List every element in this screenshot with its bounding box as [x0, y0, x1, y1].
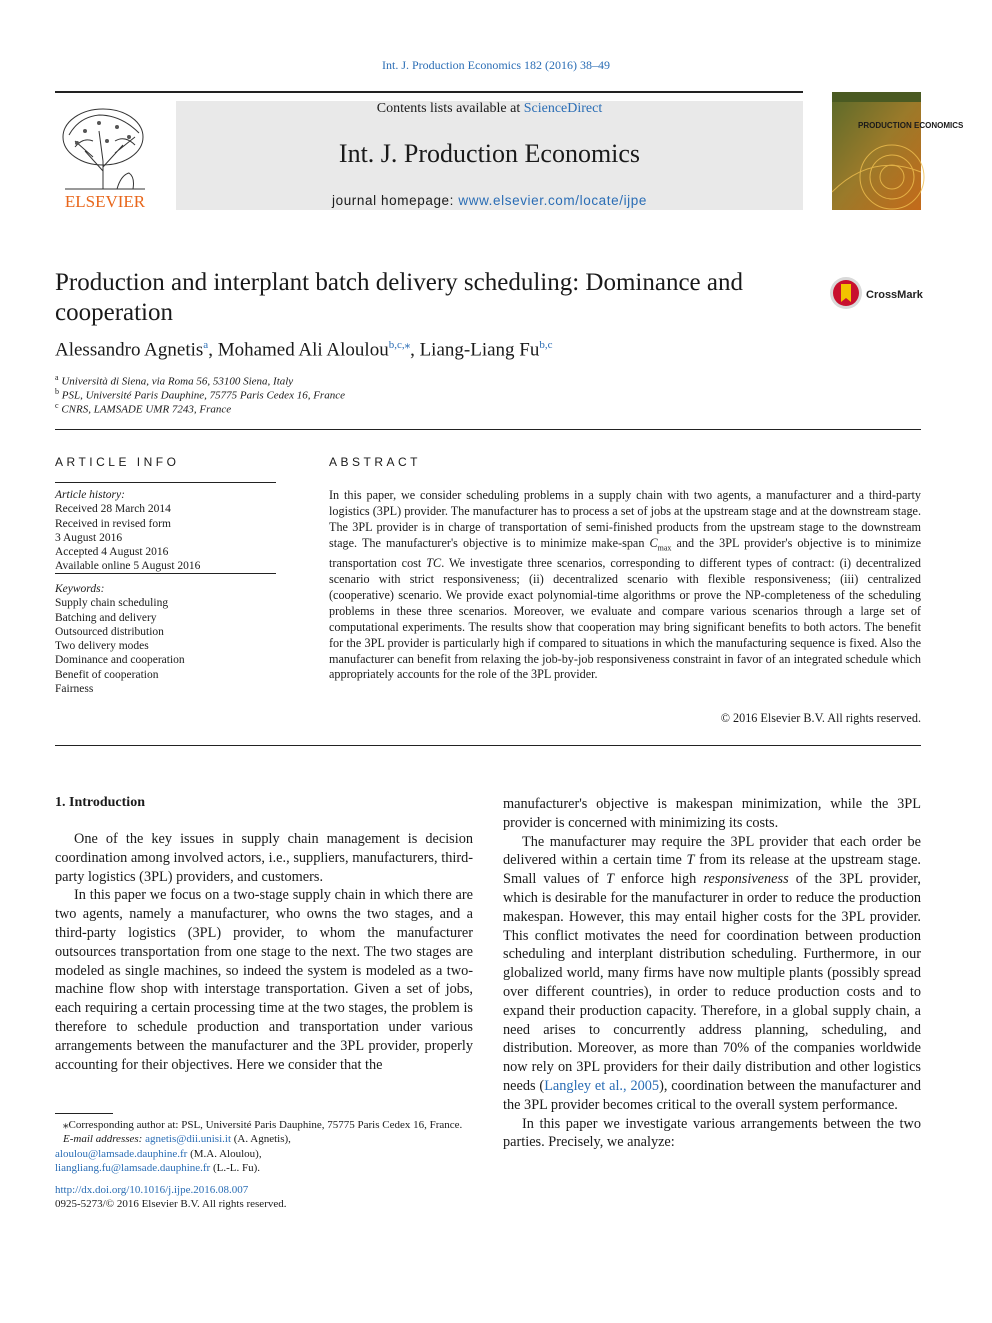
abstract-text: In this paper, we consider scheduling problems in a supply chain with two agents, a manufacturer and a third-party logistics (3PL) provider. The manufacturer has to process a set of jobs at the upstream stage and at the downstream stage. The 3PL provider is in charge of transportation of semi-finished products from the upstream stage to the downstream stage. The manufacturer's objective is to minimize make-span $C_{max}$ and the 3PL provider's objective is to minimize transportation cost TC. We investigate three scenarios, corresponding to different types of contract: (i) decentralized scenario with strict responsiveness; (ii) decentralized scenario with flexible responsiveness; (iii) centralized (cooperative) scenario. We provide exact polynomial-time algorithms or prove the NP-completeness of the scheduling problems in these three scenarios. Moreover, we evaluate and compare various scenarios through a large set of computational experiments. The results show that cooperation may bring significant benefits to both actors. The benefit for the 3PL provider is particularly high if compared to situations in which the manufacturing sequence is fixed. Also the manufacturer can benefit from relaxing the job-by-job responsiveness constraint in favor of an integrated schedule which appropriately accounts for the role of the 3PL provider. — [329, 488, 921, 682]
affiliation: $^b$ PSL, Université Paris Dauphine, 75775 Paris Cedex 16, France — [55, 387, 345, 402]
author-name[interactable]: Liang-Liang Fu — [419, 339, 540, 361]
email-link[interactable]: aloulou@lamsade.dauphine.fr — [55, 1147, 188, 1160]
keyword: Outsourced distribution — [55, 625, 164, 638]
email-link[interactable]: liangliang.fu@lamsade.dauphine.fr — [55, 1161, 211, 1174]
doi-link[interactable]: http://dx.doi.org/10.1016/j.ijpe.2016.08.007 — [55, 1184, 249, 1197]
elsevier-tree-icon — [55, 101, 155, 213]
cover-art-icon — [832, 92, 964, 210]
author-affil-sup[interactable]: b,c,⁎ — [388, 339, 411, 351]
history-item: 3 August 2016 — [55, 531, 123, 544]
keyword: Two delivery modes — [55, 640, 149, 653]
section-heading: 1. Introduction — [55, 795, 145, 810]
email-label: E-mail addresses: — [63, 1133, 143, 1146]
elsevier-wordmark: ELSEVIER — [64, 192, 146, 211]
article-history — [55, 488, 276, 574]
keyword: Dominance and cooperation — [55, 654, 185, 667]
keyword: Benefit of cooperation — [55, 668, 159, 681]
elsevier-logo[interactable] — [55, 101, 155, 213]
history-label: Article history: — [55, 489, 125, 501]
crossmark-badge[interactable] — [829, 275, 923, 311]
history-item: Received 28 March 2014 — [55, 503, 171, 516]
journal-title: Int. J. Production Economics — [338, 139, 641, 168]
paragraph: In this paper we investigate various arrangements between the two parties. Precisely, we analyze: — [503, 1115, 921, 1151]
affiliation: $^a$ Università di Siena, via Roma 56, 53100 Siena, Italy — [55, 373, 294, 388]
homepage-prefix: journal homepage: — [331, 193, 459, 208]
divider — [55, 429, 921, 430]
header-rule — [55, 91, 803, 93]
issn-line: 0925-5273/© 2016 Elsevier B.V. All rights reserved. — [55, 1198, 287, 1211]
divider — [55, 745, 921, 746]
author-name[interactable]: Alessandro Agnetis — [55, 339, 204, 361]
sciencedirect-link[interactable]: ScienceDirect — [523, 101, 603, 116]
keyword: Batching and delivery — [55, 611, 157, 624]
intro-right-column — [503, 795, 921, 1152]
article-info-heading: ARTICLE INFO — [55, 455, 180, 469]
author-name[interactable]: Mohamed Ali Aloulou — [217, 339, 389, 361]
divider — [55, 482, 276, 483]
paragraph: manufacturer's objective is makespan minimization, while the 3PL provider is concerned with minimizing its costs. — [503, 796, 921, 831]
history-item: Received in revised form — [55, 517, 171, 530]
journal-homepage — [176, 193, 803, 208]
author-list: Alessandro Agnetis$^a$, Mohamed Ali Aloulou$^{b,c,⁎}$, Liang-Liang Fu$^{b,c}$ — [55, 339, 553, 361]
keyword: Supply chain scheduling — [55, 597, 169, 610]
email-addresses: E-mail addresses: agnetis@dii.unisi.it (A. Agnetis), — [63, 1133, 291, 1146]
crossmark-text: CrossMark — [866, 289, 923, 301]
divider — [55, 573, 276, 574]
history-item: Accepted 4 August 2016 — [55, 546, 169, 559]
article-title: Production and interplant batch delivery scheduling: Dominance and cooperation — [55, 269, 744, 326]
intro-left-column — [55, 830, 473, 1074]
keywords-label: Keywords: — [55, 583, 105, 595]
footnotes — [55, 1118, 473, 1212]
abstract-heading: ABSTRACT — [329, 455, 422, 469]
footnote-rule — [55, 1113, 113, 1114]
crossmark-icon — [829, 275, 923, 311]
author-affil-sup[interactable]: b,c — [539, 339, 553, 351]
contents-prefix: Contents lists available at — [376, 101, 524, 116]
history-item: Available online 5 August 2016 — [55, 560, 201, 573]
paragraph: One of the key issues in supply chain management is decision coordination among involved actors, i.e., suppliers, manufacturers, third-party logistics (3PL) providers, and customers. — [55, 831, 473, 885]
contents-line — [176, 101, 803, 117]
paragraph: In this paper we focus on a two-stage supply chain in which there are two agents, namely a manufacturer, who owns the two stages, and a third-party logistics (3PL) provider, to whom the manufacturer outsources transportation from one stage to the next. The two stages are modeled as single machines, so indeed the system is modeled as a two-machine flow shop with interstage transportation. Given a set of jobs, each requiring a certain processing time at the two stages, the problem is therefore to schedule production and transportation under various arrangements between the manufacturer and the 3PL provider, properly accounting for their objectives. Here we consider that the — [55, 887, 473, 1073]
homepage-link[interactable]: www.elsevier.com/locate/ijpe — [458, 193, 647, 208]
email-line: liangliang.fu@lamsade.dauphine.fr (L.-L. Fu). — [55, 1161, 261, 1174]
reference-link[interactable]: Langley et al., 2005 — [544, 1077, 660, 1094]
journal-citation[interactable]: Int. J. Production Economics 182 (2016) 38–49 — [382, 58, 610, 72]
email-line: aloulou@lamsade.dauphine.fr (M.A. Aloulou), — [55, 1147, 262, 1160]
keywords — [55, 582, 276, 696]
affiliation: $^c$ CNRS, LAMSADE UMR 7243, France — [55, 401, 232, 416]
email-link[interactable]: agnetis@dii.unisi.it — [145, 1133, 231, 1146]
keyword: Fairness — [55, 683, 94, 696]
cover-title: PRODUCTION ECONOMICS — [858, 121, 964, 130]
paragraph: The manufacturer may require the 3PL provider that each order be delivered within a certain time T from its release at the upstream stage. Small values of T enforce high responsiveness of the 3PL provider, which is desirable for the manufacturer in order to reduce the production makespan. However, this may entail higher costs for the 3PL provider. This conflict motivates the need for coordination between production scheduling and interplant distribution scheduling. Furthermore, in our globalized world, many firms have now multiple plants (possibly spread over different countries), in order to reduce production costs and to expand their production capacity. Therefore, in a global supply chain, a need arises to concurrently address planning, scheduling, and distribution. Moreover, as more than 70% of the companies worldwide now rely on 3PL providers for their daily distribution and other logistics needs (Langley et al., 2005), coordination between the manufacturer and the 3PL provider becomes critical to the overall system performance. — [503, 833, 922, 1113]
journal-cover-image[interactable] — [832, 92, 964, 210]
author-affil-sup[interactable]: a — [203, 339, 209, 351]
corresponding-author-note: ⁎Corresponding author at: PSL, Université Paris Dauphine, 75775 Paris Cedex 16, France. — [63, 1119, 463, 1131]
abstract-copyright: © 2016 Elsevier B.V. All rights reserved. — [720, 711, 921, 725]
